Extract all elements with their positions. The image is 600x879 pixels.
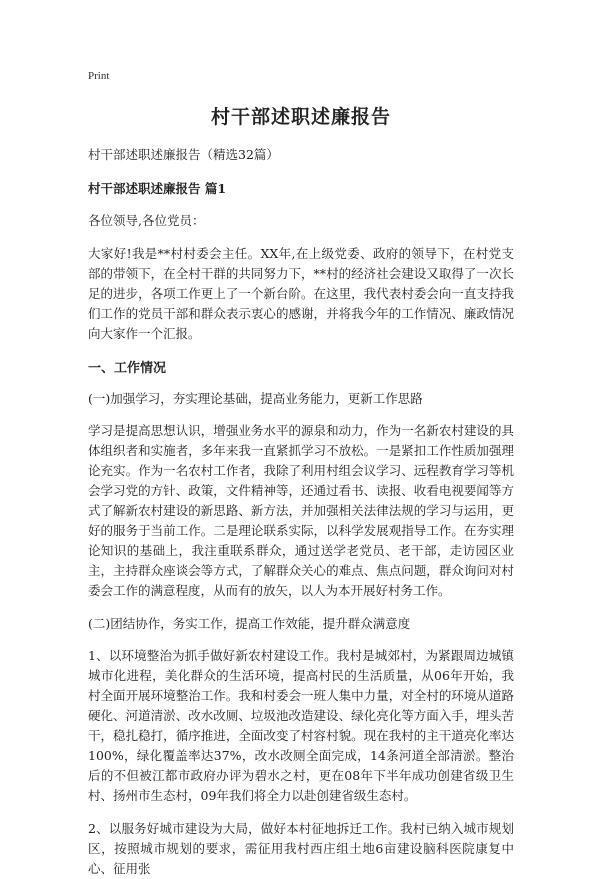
subheading-cooperation: (二)团结协作，务实工作，提高工作效能，提升群众满意度	[88, 616, 411, 631]
document-subtitle: 村干部述职述廉报告（精选32篇）	[88, 147, 279, 162]
print-label: Print	[88, 70, 110, 82]
greeting: 各位领导,各位党员：	[88, 213, 205, 228]
heading-work-status: 一、工作情况	[88, 361, 167, 376]
paragraph-land-acquisition: 2、以服务好城市建设为大局，做好本村征地拆迁工作。我村已纳入城市规划区，按照城市规划的要求，需征用我村西庄组土地6亩建设脑科医院康复中心、征用张	[88, 821, 514, 876]
paragraph-study: 学习是提高思想认识，增强业务水平的源泉和动力，作为一名新农村建设的具体组织者和实施者，多年来我一直紧抓学习不放松。一是紧扣工作性质加强理论充实。作为一名农村工作者，我除了利用村组会议学习、远程教育学习等机会学习党的方针、政策，文件精神等，还通过看书、读报、收看电视要闻等方式了解新农村建设的新思路、新方法，并加强相关法律法规的学习与运用，更好的服务于当前工作。二是理论联系实际，以科学发展观指导工作。在夯实理论知识的基础上，我注重联系群众，通过送学老党员、老干部，走访园区业主，主持群众座谈会等方式，了解群众关心的难点、焦点问题，群众询问对村委会工作的满意程度，从而有的放矢，以人为本开展好村务工作。	[88, 423, 514, 598]
paragraph-environment: 1、以环境整治为抓手做好新农村建设工作。我村是城郊村，为紧跟周边城镇城市化进程，美化群众的生活环境，提高村民的生活质量，从06年开始，我村全面开展环境整治工作。我和村委会一班人集中力量，对全村的环境从道路硬化、河道清淤、改水改厕、垃圾池改造建设、绿化亮化等方面入手，埋头苦干，稳扎稳打，循序推进，全面改变了村容村貌。现在我村的主干道亮化率达100%，绿化覆盖率达37%，改水改厕全面完成，14条河道全部清淤。整治后的不但被江都市政府办评为碧水之村，更在08年下半年成功创建省级卫生村、扬州市生态村，09年我们将全力以赴创建省级生态村。	[88, 648, 514, 803]
subheading-study: (一)加强学习，夯实理论基础，提高业务能力，更新工作思路	[88, 391, 423, 406]
document-title: 村干部述职述廉报告	[210, 106, 391, 128]
intro-paragraph: 大家好!我是**村村委会主任。XX年,在上级党委、政府的领导下，在村党支部的带领下，在全村干群的共同努力下，**村的经济社会建设又取得了一次长足的进步，各项工作更上了一个新台阶。在这里，我代表村委会向一直支持我们工作的党员干部和群众表示衷心的感谢，并将我今年的工作情况、廉政情况向大家作一个汇报。	[88, 246, 514, 341]
section-title: 村干部述职述廉报告 篇1	[88, 181, 227, 196]
